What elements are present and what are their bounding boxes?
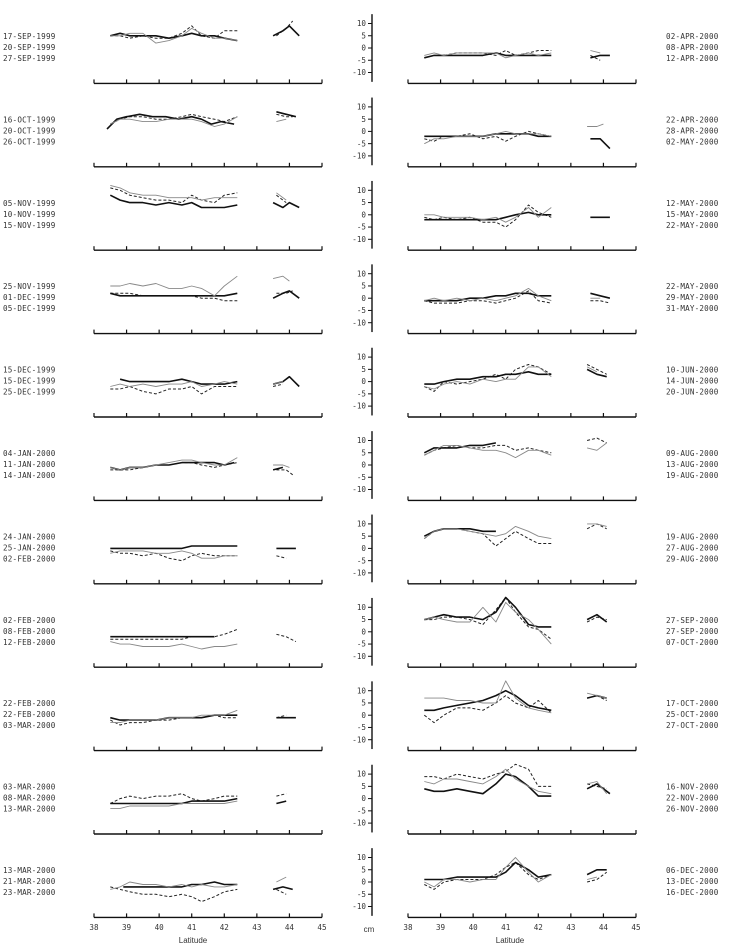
- panel-left-8: [3, 616, 322, 667]
- x-tick-label-left: 40: [154, 923, 164, 932]
- panel-left-10: [3, 783, 322, 834]
- series-thin-gray-line: [424, 602, 551, 644]
- series-thin-gray-line: [587, 524, 607, 527]
- series-thin-gray-line: [590, 51, 600, 53]
- series-thick-line: [273, 203, 299, 208]
- y-tick-label: -5: [356, 306, 366, 316]
- series-dashed-line: [110, 629, 237, 639]
- date-label: 27-SEP-2000: [666, 626, 719, 636]
- date-label: 22-APR-2000: [666, 115, 719, 125]
- date-label: 22-MAY-2000: [666, 220, 719, 230]
- column-right: [408, 32, 719, 917]
- series-thin-gray-line: [110, 185, 237, 200]
- date-label: 22-FEB-2000: [3, 699, 56, 709]
- series-dashed-line: [424, 598, 551, 640]
- y-tick-label: 10: [356, 686, 366, 696]
- date-label: 23-MAR-2000: [3, 888, 56, 897]
- y-axis-panel-3: [352, 181, 372, 249]
- panel-right-10: [408, 764, 719, 834]
- series-thick-line: [590, 293, 610, 298]
- y-tick-label: 5: [361, 865, 366, 875]
- series-thick-line: [110, 799, 237, 804]
- panel-right-7: [408, 524, 719, 584]
- x-tick-label-right: 41: [501, 923, 511, 932]
- x-tick-label-left: 41: [187, 923, 197, 932]
- series-dashed-line: [276, 794, 286, 796]
- date-label: 02-APR-2000: [666, 32, 719, 41]
- y-tick-label: -5: [356, 222, 366, 232]
- panel-right-1: [408, 32, 719, 83]
- series-dashed-line: [276, 556, 286, 558]
- x-tick-label-right: 42: [533, 923, 543, 932]
- series-dashed-line: [276, 634, 296, 641]
- x-tick-label-right: 39: [435, 923, 446, 932]
- series-thick-line: [276, 801, 286, 803]
- series-thin-gray-line: [110, 801, 237, 808]
- panel-right-11: [408, 858, 719, 918]
- series-dashed-line: [276, 889, 286, 894]
- y-tick-label: 5: [361, 198, 366, 208]
- date-label: 12-MAY-2000: [666, 198, 719, 208]
- y-axis-panel-1: [352, 14, 372, 82]
- y-tick-label: 0: [361, 127, 366, 136]
- series-thick-line: [110, 463, 234, 470]
- series-thick-line: [587, 369, 607, 376]
- y-tick-label: 10: [356, 519, 366, 529]
- panel-right-8: [408, 598, 719, 668]
- date-label: 13-AUG-2000: [666, 460, 719, 469]
- x-tick-label-right: 45: [631, 923, 641, 932]
- series-thick-line: [273, 377, 299, 387]
- y-tick-label: 0: [361, 544, 366, 553]
- series-dashed-line: [276, 470, 292, 475]
- date-label: 26-NOV-2000: [666, 804, 719, 814]
- date-label: 19-AUG-2000: [666, 532, 719, 542]
- series-dashed-line: [587, 438, 607, 443]
- date-label: 22-NOV-2000: [666, 793, 719, 803]
- panel-left-4: [3, 276, 322, 333]
- date-label: 16-OCT-1999: [3, 115, 56, 125]
- series-thick-line: [273, 26, 299, 36]
- y-tick-label: 5: [361, 781, 366, 791]
- series-thin-gray-line: [276, 877, 286, 882]
- y-axis-panel-11: [352, 848, 372, 916]
- y-tick-label: 5: [361, 531, 366, 541]
- x-tick-label-right: 43: [566, 923, 576, 932]
- panel-right-2: [408, 115, 719, 166]
- x-tick-label-left: 43: [252, 923, 262, 932]
- date-label: 01-DEC-1999: [3, 293, 56, 303]
- date-label: 29-MAY-2000: [666, 293, 719, 303]
- series-thick-line: [424, 529, 496, 536]
- date-label: 05-NOV-1999: [3, 198, 56, 208]
- date-label: 15-DEC-1999: [3, 376, 56, 386]
- x-axis-title-right: Latitude: [495, 936, 525, 945]
- date-label: 31-MAY-2000: [666, 304, 719, 314]
- y-axis-title: cm: [363, 925, 375, 934]
- date-label: 08-APR-2000: [666, 43, 719, 52]
- y-tick-label: 10: [356, 102, 366, 112]
- date-label: 25-OCT-2000: [666, 710, 719, 720]
- date-label: 19-AUG-2000: [666, 471, 719, 480]
- series-dashed-line: [587, 365, 607, 375]
- series-dashed-line: [424, 365, 551, 392]
- panel-left-11: [3, 866, 322, 917]
- y-tick-label: 5: [361, 698, 366, 708]
- y-tick-label: -10: [352, 735, 366, 745]
- date-label: 26-OCT-1999: [3, 137, 56, 147]
- y-tick-label: -5: [356, 139, 366, 149]
- y-tick-label: 5: [361, 281, 366, 291]
- date-label: 08-FEB-2000: [3, 626, 56, 636]
- y-tick-label: 5: [361, 364, 366, 374]
- date-label: 13-MAR-2000: [3, 804, 56, 814]
- date-label: 13-DEC-2000: [666, 877, 719, 886]
- x-tick-label-right: 40: [468, 923, 478, 932]
- date-label: 25-NOV-1999: [3, 282, 56, 292]
- y-axis-panel-5: [352, 348, 372, 416]
- date-label: 02-MAY-2000: [666, 137, 719, 147]
- date-label: 11-JAN-2000: [3, 460, 56, 469]
- series-dashed-line: [110, 293, 237, 300]
- y-axis: [352, 14, 372, 916]
- y-axis-panel-4: [352, 264, 372, 332]
- date-label: 10-JUN-2000: [666, 365, 719, 375]
- x-tick-label-right: 44: [598, 923, 609, 932]
- date-label: 15-DEC-1999: [3, 365, 56, 375]
- series-thin-gray-line: [587, 124, 603, 126]
- series-thick-line: [273, 291, 299, 298]
- date-label: 02-FEB-2000: [3, 615, 56, 625]
- date-label: 02-FEB-2000: [3, 554, 56, 564]
- series-thick-line: [587, 870, 607, 875]
- series-thin-gray-line: [424, 367, 551, 389]
- date-label: 27-SEP-2000: [666, 615, 719, 625]
- y-tick-label: -5: [356, 806, 366, 816]
- date-label: 03-MAR-2000: [3, 721, 56, 731]
- panel-left-7: [3, 532, 322, 583]
- date-label: 20-JUN-2000: [666, 387, 719, 397]
- date-label: 22-MAY-2000: [666, 282, 719, 292]
- y-tick-label: -10: [352, 485, 366, 495]
- date-label: 15-MAY-2000: [666, 209, 719, 219]
- date-label: 27-AUG-2000: [666, 543, 719, 553]
- series-thick-line: [110, 33, 237, 40]
- date-label: 25-JAN-2000: [3, 543, 56, 553]
- y-tick-label: 10: [356, 269, 366, 279]
- y-tick-label: -5: [356, 472, 366, 482]
- date-label: 14-JAN-2000: [3, 471, 56, 480]
- series-dashed-line: [590, 301, 610, 303]
- date-label: 09-AUG-2000: [666, 449, 719, 458]
- x-tick-label-left: 42: [219, 923, 229, 932]
- y-tick-label: 5: [361, 31, 366, 41]
- date-label: 20-OCT-1999: [3, 126, 56, 136]
- series-thick-line: [120, 379, 237, 384]
- date-label: 16-NOV-2000: [666, 782, 719, 792]
- date-label: 16-DEC-2000: [666, 888, 719, 897]
- y-tick-label: 5: [361, 114, 366, 124]
- panel-right-6: [408, 438, 719, 500]
- date-label: 08-MAR-2000: [3, 793, 56, 803]
- series-thin-gray-line: [276, 119, 286, 121]
- date-label: 13-MAR-2000: [3, 866, 56, 875]
- series-thin-gray-line: [587, 877, 597, 879]
- x-tick-label-left: 45: [317, 923, 327, 932]
- y-tick-label: 0: [361, 460, 366, 470]
- x-tick-label-right: 38: [403, 923, 413, 932]
- date-label: 10-NOV-1999: [3, 209, 56, 219]
- x-tick-label-left: 44: [284, 923, 295, 932]
- date-label: 07-OCT-2000: [666, 637, 719, 647]
- y-tick-label: -5: [356, 556, 366, 566]
- series-thin-gray-line: [110, 551, 237, 558]
- x-tick-label-left: 39: [121, 923, 132, 932]
- series-thick-line: [110, 293, 237, 296]
- y-tick-label: -5: [356, 723, 366, 733]
- series-dashed-line: [110, 887, 237, 902]
- y-tick-label: 0: [361, 293, 366, 303]
- date-label: 15-NOV-1999: [3, 220, 56, 230]
- series-thin-gray-line: [110, 276, 237, 296]
- date-label: 03-MAR-2000: [3, 782, 56, 792]
- series-thick-line: [276, 112, 296, 117]
- y-tick-label: -10: [352, 902, 366, 912]
- date-label: 27-SEP-1999: [3, 54, 56, 63]
- series-thick-line: [587, 784, 610, 794]
- y-tick-label: -5: [356, 639, 366, 649]
- series-dashed-line: [110, 794, 237, 804]
- x-tick-label-left: 38: [89, 923, 99, 932]
- y-tick-label: -10: [352, 401, 366, 411]
- date-label: 06-DEC-2000: [666, 866, 719, 875]
- y-tick-label: -5: [356, 55, 366, 65]
- panel-left-5: [3, 366, 322, 417]
- date-label: 24-JAN-2000: [3, 532, 56, 542]
- date-label: 25-DEC-1999: [3, 387, 56, 397]
- y-axis-panel-10: [352, 765, 372, 833]
- series-thick-line: [424, 372, 551, 384]
- y-tick-label: 10: [356, 436, 366, 446]
- y-tick-label: 5: [361, 615, 366, 625]
- y-axis-panel-6: [352, 431, 372, 499]
- date-label: 17-SEP-1999: [3, 32, 56, 41]
- panel-right-9: [408, 681, 719, 751]
- panel-left-9: [3, 699, 322, 750]
- column-left: [3, 21, 322, 917]
- series-thin-gray-line: [273, 382, 283, 385]
- series-thick-line: [590, 55, 610, 57]
- panel-right-3: [408, 199, 719, 250]
- panel-left-1: [3, 21, 322, 83]
- y-tick-label: 10: [356, 769, 366, 779]
- panel-left-3: [3, 185, 322, 250]
- date-label: 27-OCT-2000: [666, 721, 719, 731]
- x-axis-title-left: Latitude: [178, 936, 208, 945]
- date-label: 14-JUN-2000: [666, 376, 719, 386]
- y-axis-panel-8: [352, 598, 372, 666]
- date-label: 05-DEC-1999: [3, 304, 56, 314]
- series-thin-gray-line: [273, 276, 289, 281]
- date-label: 17-OCT-2000: [666, 699, 719, 709]
- y-tick-label: -5: [356, 889, 366, 899]
- y-tick-label: -5: [356, 389, 366, 399]
- series-thin-gray-line: [110, 642, 237, 649]
- y-tick-label: -10: [352, 651, 366, 661]
- y-tick-label: -10: [352, 234, 366, 244]
- y-axis-panel-7: [352, 515, 372, 583]
- panel-left-6: [3, 449, 322, 500]
- panel-right-4: [408, 282, 719, 333]
- y-tick-label: 10: [356, 185, 366, 195]
- date-label: 21-MAR-2000: [3, 877, 56, 886]
- y-tick-label: -10: [352, 68, 366, 78]
- y-tick-label: -10: [352, 151, 366, 161]
- y-tick-label: 0: [361, 877, 366, 887]
- y-tick-label: 10: [356, 352, 366, 362]
- y-tick-label: -10: [352, 568, 366, 578]
- y-tick-label: 10: [356, 853, 366, 863]
- date-label: 28-APR-2000: [666, 126, 719, 136]
- series-thick-line: [110, 546, 237, 548]
- date-label: 04-JAN-2000: [3, 449, 56, 458]
- date-label: 29-AUG-2000: [666, 554, 719, 564]
- panel-left-2: [3, 112, 322, 167]
- date-label: 22-FEB-2000: [3, 710, 56, 720]
- y-axis-panel-9: [352, 681, 372, 749]
- series-thick-line: [273, 887, 293, 890]
- series-dashed-line: [424, 205, 551, 227]
- y-tick-label: 0: [361, 210, 366, 220]
- series-thin-gray-line: [587, 443, 607, 450]
- y-tick-label: 0: [361, 43, 366, 53]
- series-dashed-line: [110, 188, 237, 203]
- date-label: 20-SEP-1999: [3, 43, 56, 52]
- series-thick-line: [590, 139, 610, 149]
- y-tick-label: 10: [356, 602, 366, 612]
- y-tick-label: -10: [352, 818, 366, 828]
- y-tick-label: 5: [361, 448, 366, 458]
- date-label: 12-FEB-2000: [3, 637, 56, 647]
- y-tick-label: 0: [361, 710, 366, 720]
- date-label: 12-APR-2000: [666, 54, 719, 63]
- series-dashed-line: [587, 524, 607, 529]
- y-tick-label: 0: [361, 377, 366, 387]
- panel-right-5: [408, 365, 719, 418]
- y-tick-label: -10: [352, 318, 366, 328]
- series-dashed-line: [424, 764, 551, 786]
- y-axis-panel-2: [352, 98, 372, 166]
- series-dashed-line: [110, 387, 237, 394]
- y-tick-label: 0: [361, 794, 366, 804]
- y-tick-label: 0: [361, 627, 366, 637]
- y-tick-label: 10: [356, 19, 366, 29]
